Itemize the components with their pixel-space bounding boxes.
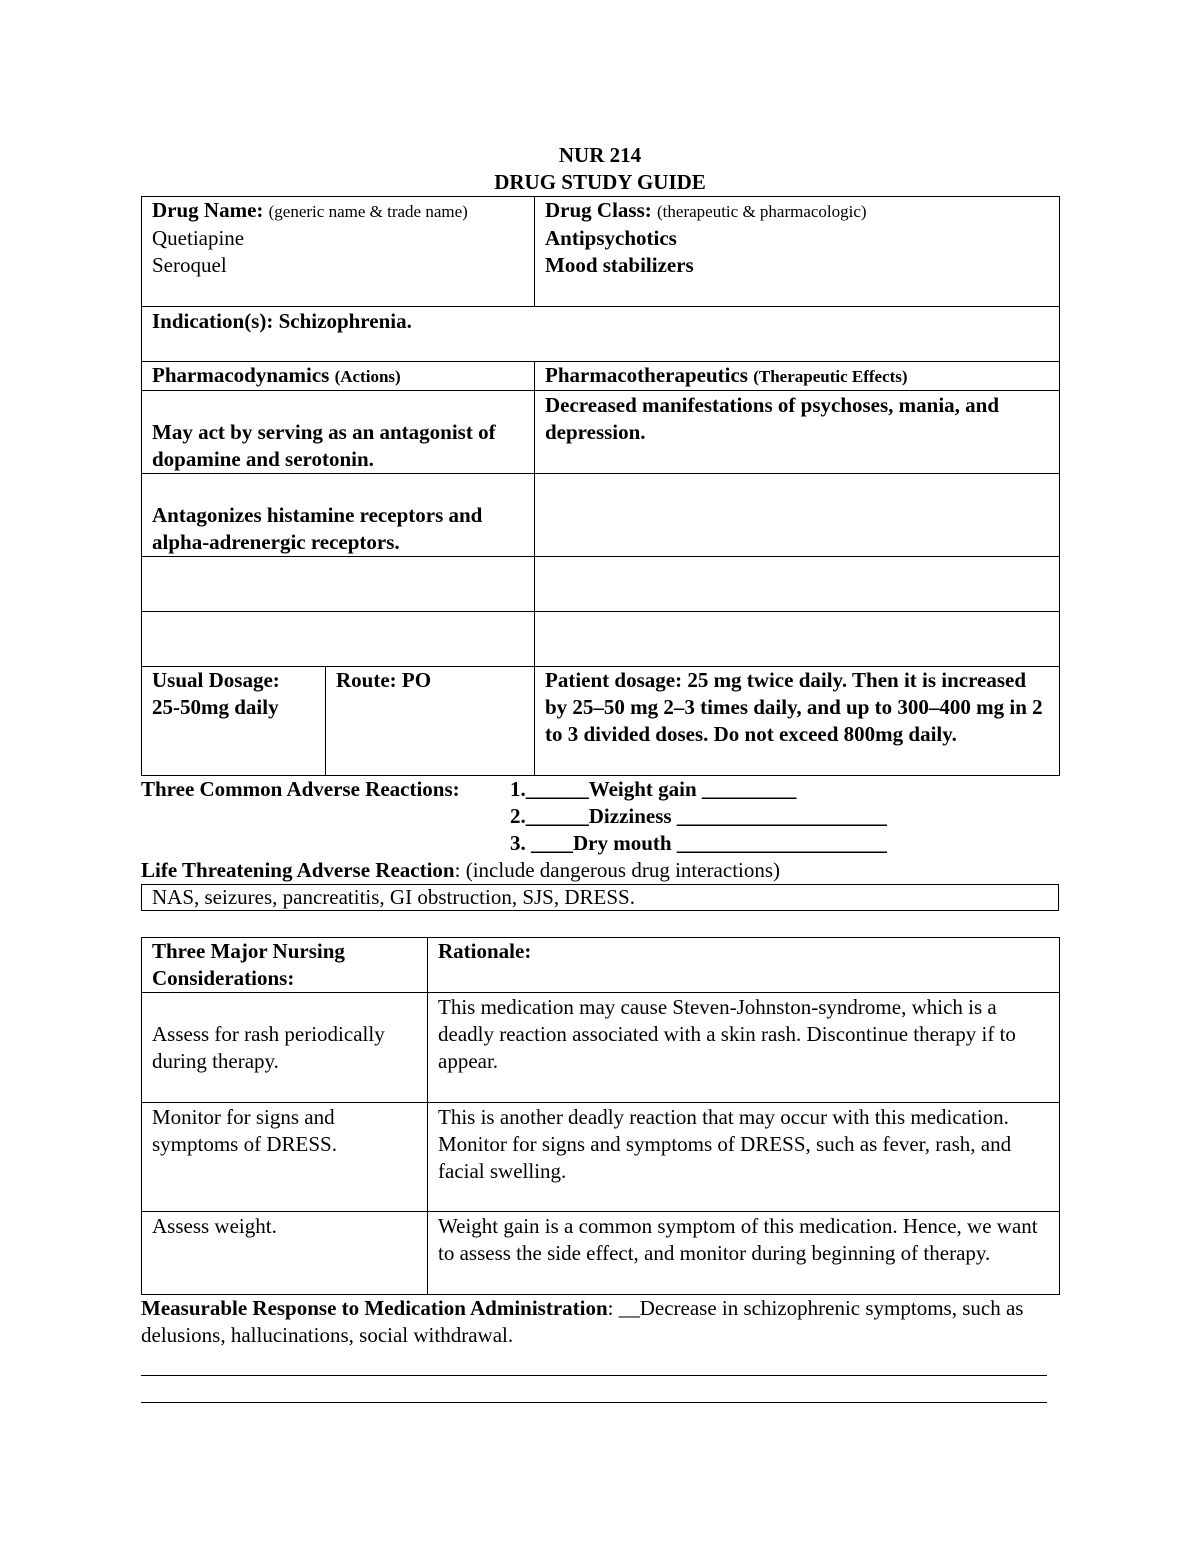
drug-name-cell <box>142 197 535 307</box>
action-cell-3 <box>142 557 535 612</box>
drug-info-table <box>141 196 1060 776</box>
adverse-item-3: 3. ____Dry mouth ____________________ <box>510 831 887 855</box>
rationale-1: This medication may cause Steven-Johnston-syndrome, which is a deadly reaction associated with a skin rash. Discontinue therapy if to appear. <box>438 995 1016 1073</box>
indication-row <box>142 307 1060 362</box>
pharmacodynamics-header <box>142 362 535 391</box>
patient-dosage-cell <box>535 667 1060 776</box>
life-threatening-label: Life Threatening Adverse Reaction <box>141 858 455 882</box>
consideration-3: Assess weight. <box>152 1214 277 1238</box>
patient-dosage: Patient dosage: 25 mg twice daily. Then it is increased by 25–50 mg 2–3 times daily, and up to 300–400 mg in 2 to 3 divided doses. Do not exceed 800mg daily. <box>545 668 1043 746</box>
pharmacologic-class: Mood stabilizers <box>545 253 694 277</box>
consideration-cell <box>142 1212 428 1295</box>
adverse-item-1: 1.______Weight gain _________ <box>510 777 797 801</box>
action-1: May act by serving as an antagonist of dopamine and serotonin. <box>152 420 496 471</box>
effect-cell-2 <box>535 474 1060 557</box>
consideration-cell <box>142 1103 428 1212</box>
dosage-row <box>142 667 1060 776</box>
usual-dosage-cell <box>142 667 326 776</box>
usual-dosage-value: 25-50mg daily <box>152 695 279 719</box>
action-cell-2 <box>142 474 535 557</box>
measurable-value: : __Decrease in schizophrenic symptoms, such as delusions, hallucinations, social withdrawal. <box>141 1296 1024 1347</box>
action-row-2 <box>142 474 1060 557</box>
drug-name-label: Drug Name: <box>152 198 264 222</box>
drug-class-cell <box>535 197 1060 307</box>
trade-name: Seroquel <box>152 253 227 277</box>
adverse-reactions <box>141 776 1059 857</box>
drug-name-hint: (generic name & trade name) <box>268 202 468 221</box>
rationale-cell <box>428 1103 1060 1212</box>
nursing-header-right-text: Rationale: <box>438 939 532 963</box>
pharmacotherapeutics-label: Pharmacotherapeutics <box>545 363 748 387</box>
action-cell-1 <box>142 391 535 474</box>
action-row-4 <box>142 612 1060 667</box>
effect-cell-4 <box>535 612 1060 667</box>
rationale-2: This is another deadly reaction that may occur with this medication. Monitor for signs and symptoms of DRESS, such as fever, rash, and facial swelling. <box>438 1105 1012 1183</box>
pharmacotherapeutics-header <box>535 362 1060 391</box>
drug-name-class-row <box>142 197 1060 307</box>
nursing-row <box>142 1212 1060 1295</box>
route-cell <box>326 667 535 776</box>
measurable-response <box>141 1295 1059 1349</box>
nursing-row <box>142 1103 1060 1212</box>
nursing-header-right <box>428 938 1060 993</box>
life-threatening-value: NAS, seizures, pancreatitis, GI obstruction, SJS, DRESS. <box>141 884 1059 911</box>
usual-dosage-label: Usual Dosage: <box>152 668 280 692</box>
indication-label: Indication(s): <box>152 309 274 333</box>
life-threatening-hint: : (include dangerous drug interactions) <box>454 858 781 882</box>
consideration-2: Monitor for signs and symptoms of DRESS. <box>152 1105 337 1156</box>
drug-study-guide <box>141 142 1059 1403</box>
actions-header-row <box>142 362 1060 391</box>
nursing-header-left <box>142 938 428 993</box>
indication-cell <box>142 307 1060 362</box>
action-row-1 <box>142 391 1060 474</box>
effect-1: Decreased manifestations of psychoses, mania, and depression. <box>545 393 1000 444</box>
indication-value: Schizophrenia. <box>278 309 412 333</box>
pharmacodynamics-hint: (Actions) <box>334 367 401 386</box>
nursing-header-row <box>142 938 1060 993</box>
effect-cell-1 <box>535 391 1060 474</box>
effect-cell-3 <box>535 557 1060 612</box>
action-2: Antagonizes histamine receptors and alpha-adrenergic receptors. <box>152 503 483 554</box>
adverse-item-2: 2.______Dizziness ____________________ <box>510 804 887 828</box>
nursing-table <box>141 937 1060 1295</box>
drug-class-hint: (therapeutic & pharmacologic) <box>657 202 867 221</box>
blank-line-2 <box>141 1376 1047 1403</box>
blank-line-1 <box>141 1349 1047 1376</box>
life-threatening-section <box>141 857 1059 911</box>
pharmacotherapeutics-hint: (Therapeutic Effects) <box>753 367 908 386</box>
measurable-label: Measurable Response to Medication Administration <box>141 1296 608 1320</box>
course-number: NUR 214 <box>558 143 642 167</box>
therapeutic-class: Antipsychotics <box>545 226 677 250</box>
rationale-cell <box>428 993 1060 1103</box>
generic-name: Quetiapine <box>152 226 245 250</box>
rationale-cell <box>428 1212 1060 1295</box>
pharmacodynamics-label: Pharmacodynamics <box>152 363 330 387</box>
drug-class-label: Drug Class: <box>545 198 652 222</box>
action-row-3 <box>142 557 1060 612</box>
rationale-3: Weight gain is a common symptom of this medication. Hence, we want to assess the side effect, and monitor during beginning of therapy. <box>438 1214 1038 1265</box>
consideration-cell <box>142 993 428 1103</box>
nursing-header-left-text: Three Major Nursing Considerations: <box>152 939 345 990</box>
document-title: DRUG STUDY GUIDE <box>494 170 706 194</box>
route-value: Route: PO <box>336 668 432 692</box>
consideration-1: Assess for rash periodically during therapy. <box>152 1022 385 1073</box>
nursing-row <box>142 993 1060 1103</box>
adverse-list <box>510 776 887 857</box>
adverse-label: Three Common Adverse Reactions: <box>141 777 460 801</box>
action-cell-4 <box>142 612 535 667</box>
